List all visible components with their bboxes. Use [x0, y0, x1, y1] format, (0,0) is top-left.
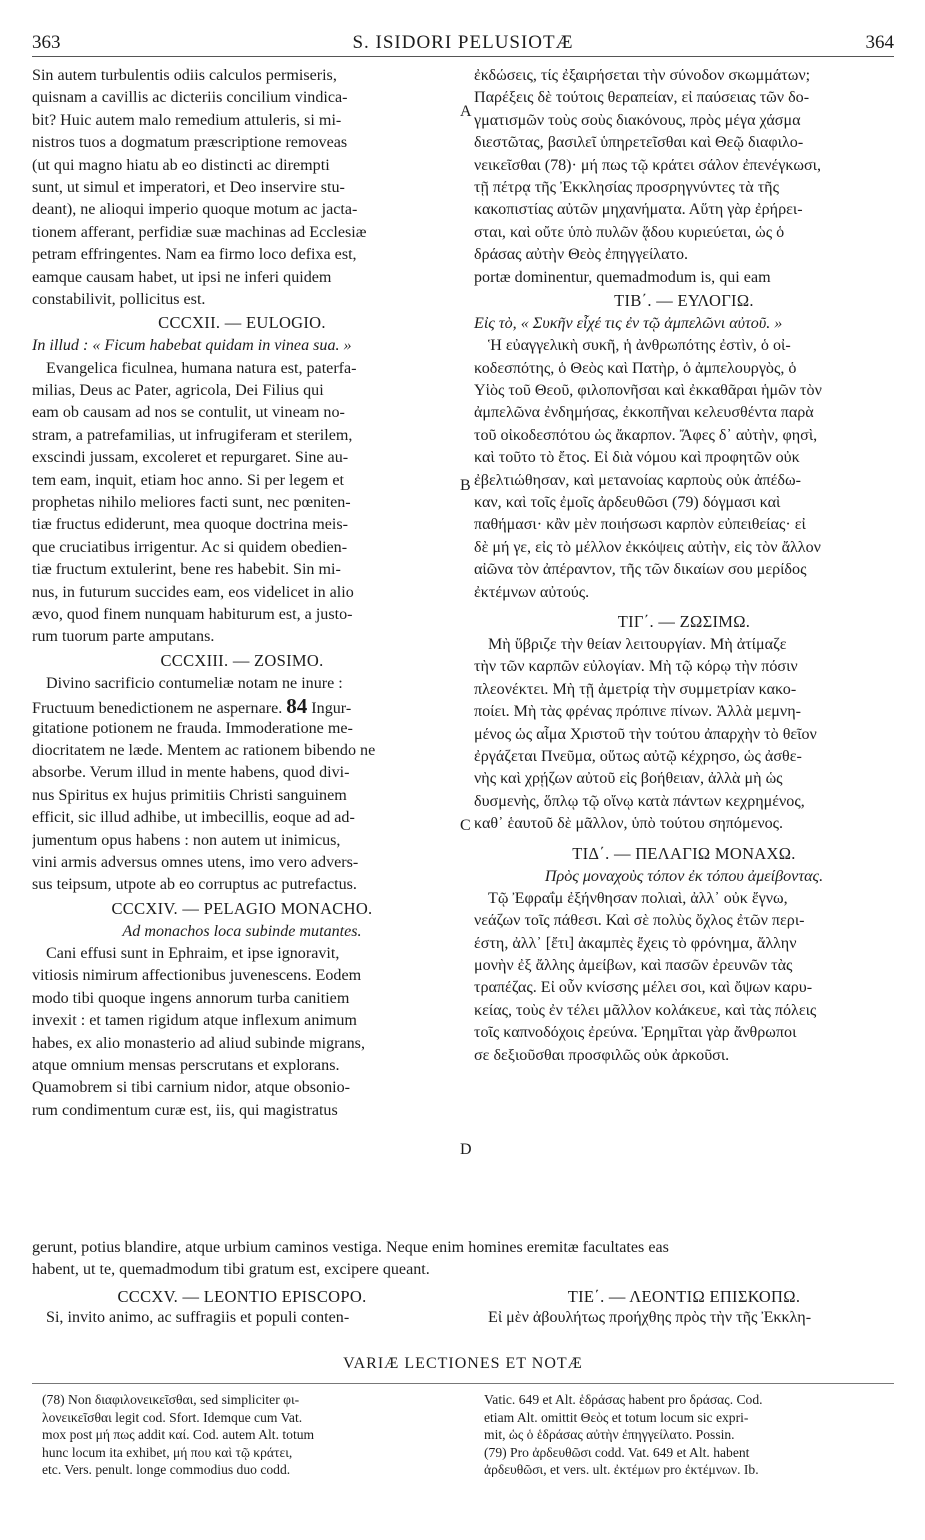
greek-line: Ἡ εὐαγγελικὴ συκῆ, ἡ ἀνθρωπότης ἐστὶν, ὁ οἰ- [488, 337, 791, 355]
greek-line: τραπέζας. Εἰ οὖν κνίσσης μέλει σοι, καὶ ὄψων καρυ- [474, 979, 813, 997]
latin-line: Fructuum benedictionem ne aspernare. 84 Ingur- [32, 695, 352, 718]
latin-subheading-312: In illud : « Ficum habebat quidam in vinea sua. » [32, 337, 352, 355]
greek-line: ἐκτέμνων αὐτούς. [474, 583, 590, 601]
margin-letter-c: C [460, 817, 471, 834]
note-line: ἀρδευθῶσι, et vers. ult. ἐκτέμων pro ἐκτέμνων. Ib. [484, 1462, 759, 1478]
latin-line: atque omnium mensas perscrutans et explorans. [32, 1057, 340, 1075]
latin-line: Evangelica ficulnea, humana natura est, paterfa- [46, 359, 357, 377]
latin-line: efficit, sic illud adhibe, ut imbecillis, eoque ad ad- [32, 809, 355, 827]
latin-line: rum tuorum parte amputans. [32, 628, 215, 646]
greek-line: δυσμενὴς, ὅπλῳ τῷ οἴνῳ κατὰ πάντων κεχρημένος, [474, 792, 805, 810]
latin-line: tiæ fructus ediderunt, mea quoque doctrina meis- [32, 516, 348, 534]
greek-line: καν, καὶ τοῖς ἐμοῖς ἀρδευθῶσι (79) δόγμασι καὶ [474, 494, 781, 512]
latin-line: vitiosis nimirum affectionibus juvenescens. Eodem [32, 967, 362, 985]
greek-line: ἐργάζεται Πνεῦμα, οὕτως αὐτῷ κέχρησο, ὡς ἀσθε- [474, 747, 802, 765]
greek-line: Παρέξεις δὲ τούτοις θεραπείαν, εἰ παύσειας τῶν δο- [474, 89, 810, 107]
latin-heading-313: CCCXIII. — ZOSIMO. [160, 650, 324, 670]
greek-line: καὶ τοῦτο τὸ ἔτος. Εἰ διὰ νόμου καὶ προφητῶν οὐκ [474, 449, 800, 467]
note-line: λονεικεῖσθαι legit cod. Sfort. Idemque cum Vat. [42, 1409, 303, 1425]
greek-line: παθήμασι· κἂν μὲν ποιήσωσι καρπὸν εὐπειθείας· εἰ [474, 516, 806, 534]
latin-line: stram, a patrefamilias, ut infrugiferam et sterilem, [32, 426, 353, 444]
latin-line: habes, ex alio monasterio ad aliud subinde migrans, [32, 1034, 365, 1052]
greek-heading-315: ΤΙΕ΄. — ΛΕΟΝΤΙΩ ΕΠΙΣΚΟΠΩ. [567, 1287, 801, 1306]
full-width-lines-314 [32, 1237, 894, 1282]
latin-letter-313 [32, 673, 452, 897]
note-line: etiam Alt. omittit Θεὸς et totum locum sic expri- [484, 1409, 749, 1425]
latin-line: bit? Huic autem malo remedium attuleris, si mi- [32, 111, 342, 129]
greek-line: δὲ μή γε, εἰς τὸ μέλλον ἐκκόψεις αὐτὴν, εἰς τὸν ἄλλον [474, 538, 821, 556]
latin-line: tionem afferant, perfidiæ suæ machinas ad Ecclesiæ [32, 223, 367, 241]
page [32, 30, 894, 1478]
latin-line-315: Si, invito animo, ac suffragiis et populi conten- [46, 1309, 350, 1326]
latin-line: Divino sacrificio contumeliæ notam ne inure : [46, 674, 343, 692]
greek-line: Τῷ Ἐφραΐμ ἐξήνθησαν πολιαὶ, ἀλλ᾽ οὐκ ἔγνω, [488, 889, 788, 907]
latin-line: constabilivit, pollicitus est. [32, 290, 206, 308]
greek-heading-313: ΤΙΓ΄. — ΖΩΣΙΜΩ. [617, 611, 751, 631]
greek-letter-313 [474, 634, 894, 836]
latin-line: deant), ne alioqui imperio quoque motum ac jacta- [32, 201, 358, 219]
latin-line: prophetas nihilo meliores facti sunt, nec pœniten- [32, 494, 351, 512]
latin-line: Quamobrem si tibi carnium nidor, atque obsonio- [32, 1079, 351, 1097]
latin-line: gitatione potionem ne frauda. Immoderatione me- [32, 719, 353, 737]
latin-letter-314 [32, 943, 452, 1122]
greek-line: πλεονέκτει. Μὴ τῇ ἀμετρίᾳ τὴν συμμετρίαν κακο- [474, 680, 797, 698]
greek-line: τοῦ οἰκοδεσπότου ὡς ἄκαρπον. Ἄφες δ᾽ αὐτὴν, φησὶ, [474, 426, 818, 444]
note-line: (79) Pro ἀρδευθῶσι codd. Vat. 649 et Alt. habent [484, 1444, 750, 1460]
greek-line: ἐβελτιώθησαν, καὶ μετανοίας καρποὺς οὐκ ἀπέδω- [474, 471, 801, 489]
latin-line: (ut qui magno hiatu ab eo distincti ac dirempti [32, 156, 330, 174]
latin-line: tiæ fructum extulerint, bene res habebit. Sin mi- [32, 561, 341, 579]
latin-subheading-314: Ad monachos loca subinde mutantes. [122, 922, 362, 940]
latin-line: sunt, ut simul et imperatori, et Deo inservire stu- [32, 178, 345, 196]
notes-right-column [484, 1391, 902, 1479]
note-line: (78) Non διαφιλονεικεῖσθαι, sed simpliciter φι- [42, 1392, 300, 1407]
note-line: mox post μή πως addit καί. Cod. autem Alt. totum [42, 1427, 315, 1443]
latin-line: modo tibi quoque ingens annorum turba canitiem [32, 989, 350, 1007]
greek-line: μένος ὡς αἷμα Χριστοῦ τὴν τούτου ἀπαρχὴν τὸ θεῖον [474, 725, 817, 743]
latin-line: Sin autem turbulentis odiis calculos permiseris, [32, 67, 337, 84]
greek-subheading-312: Εἰς τὸ, « Συκῆν εἶχέ τις ἐν τῷ ἀμπελῶνι αὐτοῦ. » [474, 314, 783, 332]
greek-line: τῇ πέτρᾳ τῆς Ἐκκλησίας προσρηγνύντες τὰ τῆς [474, 178, 779, 196]
full-width-line: habent, ut te, quemadmodum tibi gratum est, excipere queant. [32, 1261, 430, 1279]
latin-line: invexit : et tamen rigidum atque inflexum animum [32, 1012, 357, 1030]
latin-line: eamque causam habet, ut ipsi ne inferi quidem [32, 268, 332, 286]
latin-line: nus, in futurum succides eam, eos videlicet in alio [32, 583, 354, 601]
latin-line: diocritatem ne læde. Mentem ac rationem bibendo ne [32, 741, 376, 759]
latin-heading-315: CCCXV. — LEONTIO EPISCOPO. [117, 1287, 367, 1306]
greek-heading-314: ΤΙΔ΄. — ΠΕΛΑΓΙΩ ΜΟΝΑΧΩ. [572, 843, 796, 863]
greek-paragraph-continued [474, 65, 894, 289]
greek-line: έστη, ἀλλ᾽ [ἔτι] ἀκαμπὲς ἔχεις τὸ φρόνημα, ἄλλην [474, 934, 797, 952]
greek-line: Μὴ ὕβριζε τὴν θείαν λειτουργίαν. Μὴ ἀτίμαζε [488, 635, 787, 653]
greek-line-315: Εἰ μὲν ἀβουλήτως προήχθης πρὸς τὴν τῆς Ἐκκλη- [488, 1309, 812, 1326]
greek-letter-314 [474, 888, 894, 1067]
greek-line: γματισμῶν τοὺς σοὺς διακόνους, πρὸς μέγα χάσμα [474, 111, 801, 129]
latin-line: nus Spiritus ex hujus primitiis Christi sanguinem [32, 786, 347, 804]
page-marker-84: 84 [286, 695, 308, 718]
latin-line: eam ob causam ad nos se contulit, ut vineam no- [32, 404, 345, 422]
latin-line: jumentum opus habens : non autem ut inimicus, [32, 831, 341, 849]
greek-line: ποίει. Μὴ τὰς φρένας πρόπινε πίνων. Ἀλλὰ μεμνη- [474, 703, 801, 721]
notes-left-column [42, 1391, 460, 1479]
page-number-right: 364 [865, 32, 894, 53]
latin-line: tem eam, inquit, etiam hoc anno. Si per legem et [32, 471, 344, 489]
greek-line: ἀμπελῶνα ἐνδημήσας, ἐκκοπῆναι κελευσθέντα παρὰ [474, 404, 814, 422]
greek-line: δράσας αὐτὴν Θεὸς ἐπηγγείλατο. [474, 246, 689, 264]
latin-line: que cruciatibus irrigentur. Ac si quidem obedien- [32, 538, 348, 556]
latin-line: quisnam a cavillis ac dicteriis concilium vindica- [32, 89, 348, 107]
latin-line: milias, Deus ac Pater, agricola, Dei Filius qui [32, 382, 324, 400]
greek-line: Υἱὸς τοῦ Θεοῦ, φιλοπονῆσαι καὶ ἐκκαθᾶραι ἡμῶν τὸν [474, 382, 822, 400]
latin-line: rum condimentum curæ est, iis, qui magistratus [32, 1101, 338, 1119]
margin-letter-d: D [460, 1141, 472, 1158]
running-title: S. ISIDORI PELUSIOTÆ [352, 32, 574, 53]
greek-line: τοῖς καπνοδόχοις ἐρεύνα. Ἐρημῖται γὰρ ἄνθρωποι [474, 1024, 797, 1042]
notes-title: VARIÆ LECTIONES ET NOTÆ [343, 1355, 583, 1372]
latin-heading-314: CCCXIV. — PELAGIO MONACHO. [111, 898, 373, 918]
greek-line: αἰῶνα τὸν ἀπέραντον, τῆς τῶν δικαίων σου μερίδος [474, 561, 807, 579]
latin-line: absorbe. Verum illud in mente habens, quod divi- [32, 764, 350, 782]
full-width-line: gerunt, potius blandire, atque urbium caminos vestiga. Neque enim homines eremitæ facultates eas [32, 1239, 669, 1256]
margin-letter-b: B [460, 477, 471, 494]
latin-line: sus teipsum, utpote ab eo corruptus ac putrefactus. [32, 876, 357, 894]
greek-line: κείας, τοὺς ἐν τέλει μᾶλλον κολάκευε, καὶ τὰς πόλεις [474, 1001, 817, 1019]
page-number-left: 363 [32, 32, 61, 53]
greek-line: μονὴν ἐξ ἄλλης ἀμείβων, καὶ πασῶν ἐρευνῶν τὰς [474, 957, 793, 975]
latin-line: petram effringentes. Nam ea firmo loco defixa est, [32, 246, 357, 264]
note-line: hunc locum ita exhibet, μή που καὶ τῷ κράτει, [42, 1444, 293, 1460]
latin-paragraph-continued [32, 65, 452, 311]
greek-line: τὴν τῶν καρπῶν εὐλογίαν. Μὴ τῷ κόρῳ τὴν πόσιν [474, 658, 798, 676]
latin-heading-312: CCCXII. — EULOGIO. [158, 313, 326, 333]
greek-line: διεστῶτας, βασιλεῖ ὑπηρετεῖσθαι καὶ Θεῷ διαφιλο- [474, 134, 804, 152]
greek-column [474, 65, 894, 1067]
notes-divider [32, 1383, 894, 1384]
greek-line: portæ dominentur, quemadmodum is, qui eam [474, 268, 771, 286]
greek-line: ἐκδώσεις, τίς ἐξαιρήσεται τὴν σύνοδον σκωμμάτων; [474, 67, 811, 84]
margin-letter-a: A [460, 103, 472, 120]
greek-heading-312: ΤΙΒ΄. — ΕΥΛΟΓΙΩ. [614, 290, 754, 310]
latin-line: vini armis adversus omnes utens, imo vero advers- [32, 853, 359, 871]
greek-line: νὴς καὶ χρῄζων αὐτοῦ εἰς βοήθειαν, ἀλλὰ μὴ ὡς [474, 770, 783, 788]
latin-line: ævo, quod finem nunquam habiturum est, a justo- [32, 605, 353, 623]
greek-line: νεάζων τοῖς πάθεσι. Καὶ σὲ πολὺς ὄχλος ἐτῶν περι- [474, 912, 805, 930]
latin-line: exscindi jussam, excoleret et repurgaret. Sine au- [32, 449, 349, 467]
greek-line: νεικεῖσθαι (78)· μή πως τῷ κράτει σάλον ἐπενέγκωσι, [474, 156, 821, 174]
latin-line: nistros tuos a dogmatum præscriptione removeas [32, 134, 348, 152]
latin-letter-312 [32, 358, 452, 649]
greek-line: σε δεξιοῦσθαι προσφιλῶς οὐκ ἀρκοῦσι. [474, 1046, 730, 1064]
greek-line: κοδεσπότης, ὁ Θεὸς καὶ Πατὴρ, ὁ ἀμπελουργὸς, ὁ [474, 359, 797, 377]
greek-letter-312 [474, 335, 894, 604]
latin-column [32, 65, 452, 1122]
greek-line: σται, καὶ οὔτε ὑπὸ πυλῶν ᾅδου κυριεύεται, ὡς ὁ [474, 223, 785, 241]
latin-line: Cani effusi sunt in Ephraim, et ipse ignoravit, [46, 945, 340, 963]
greek-line: κακοπιστίας αὐτῶν μηχανήματα. Αὕτη γὰρ ἐρήρει- [474, 201, 803, 219]
note-line: etc. Vers. penult. longe commodius duo codd. [42, 1462, 291, 1478]
page-header [32, 30, 894, 57]
greek-subheading-314: Πρὸς μοναχοὺς τόπον ἐκ τόπου ἀμείβοντας. [544, 867, 824, 885]
greek-line: καθ᾽ ἑαυτοῦ δὲ μᾶλλον, ὑπὸ τούτου σηπόμενος. [474, 815, 784, 833]
note-line: mit, ὡς ὁ ἑδράσας αὐτὴν ἐπηγγείλατο. Possin. [484, 1427, 735, 1443]
note-line: Vatic. 649 et Alt. ἑδράσας habent pro δράσας. Cod. [484, 1392, 763, 1407]
